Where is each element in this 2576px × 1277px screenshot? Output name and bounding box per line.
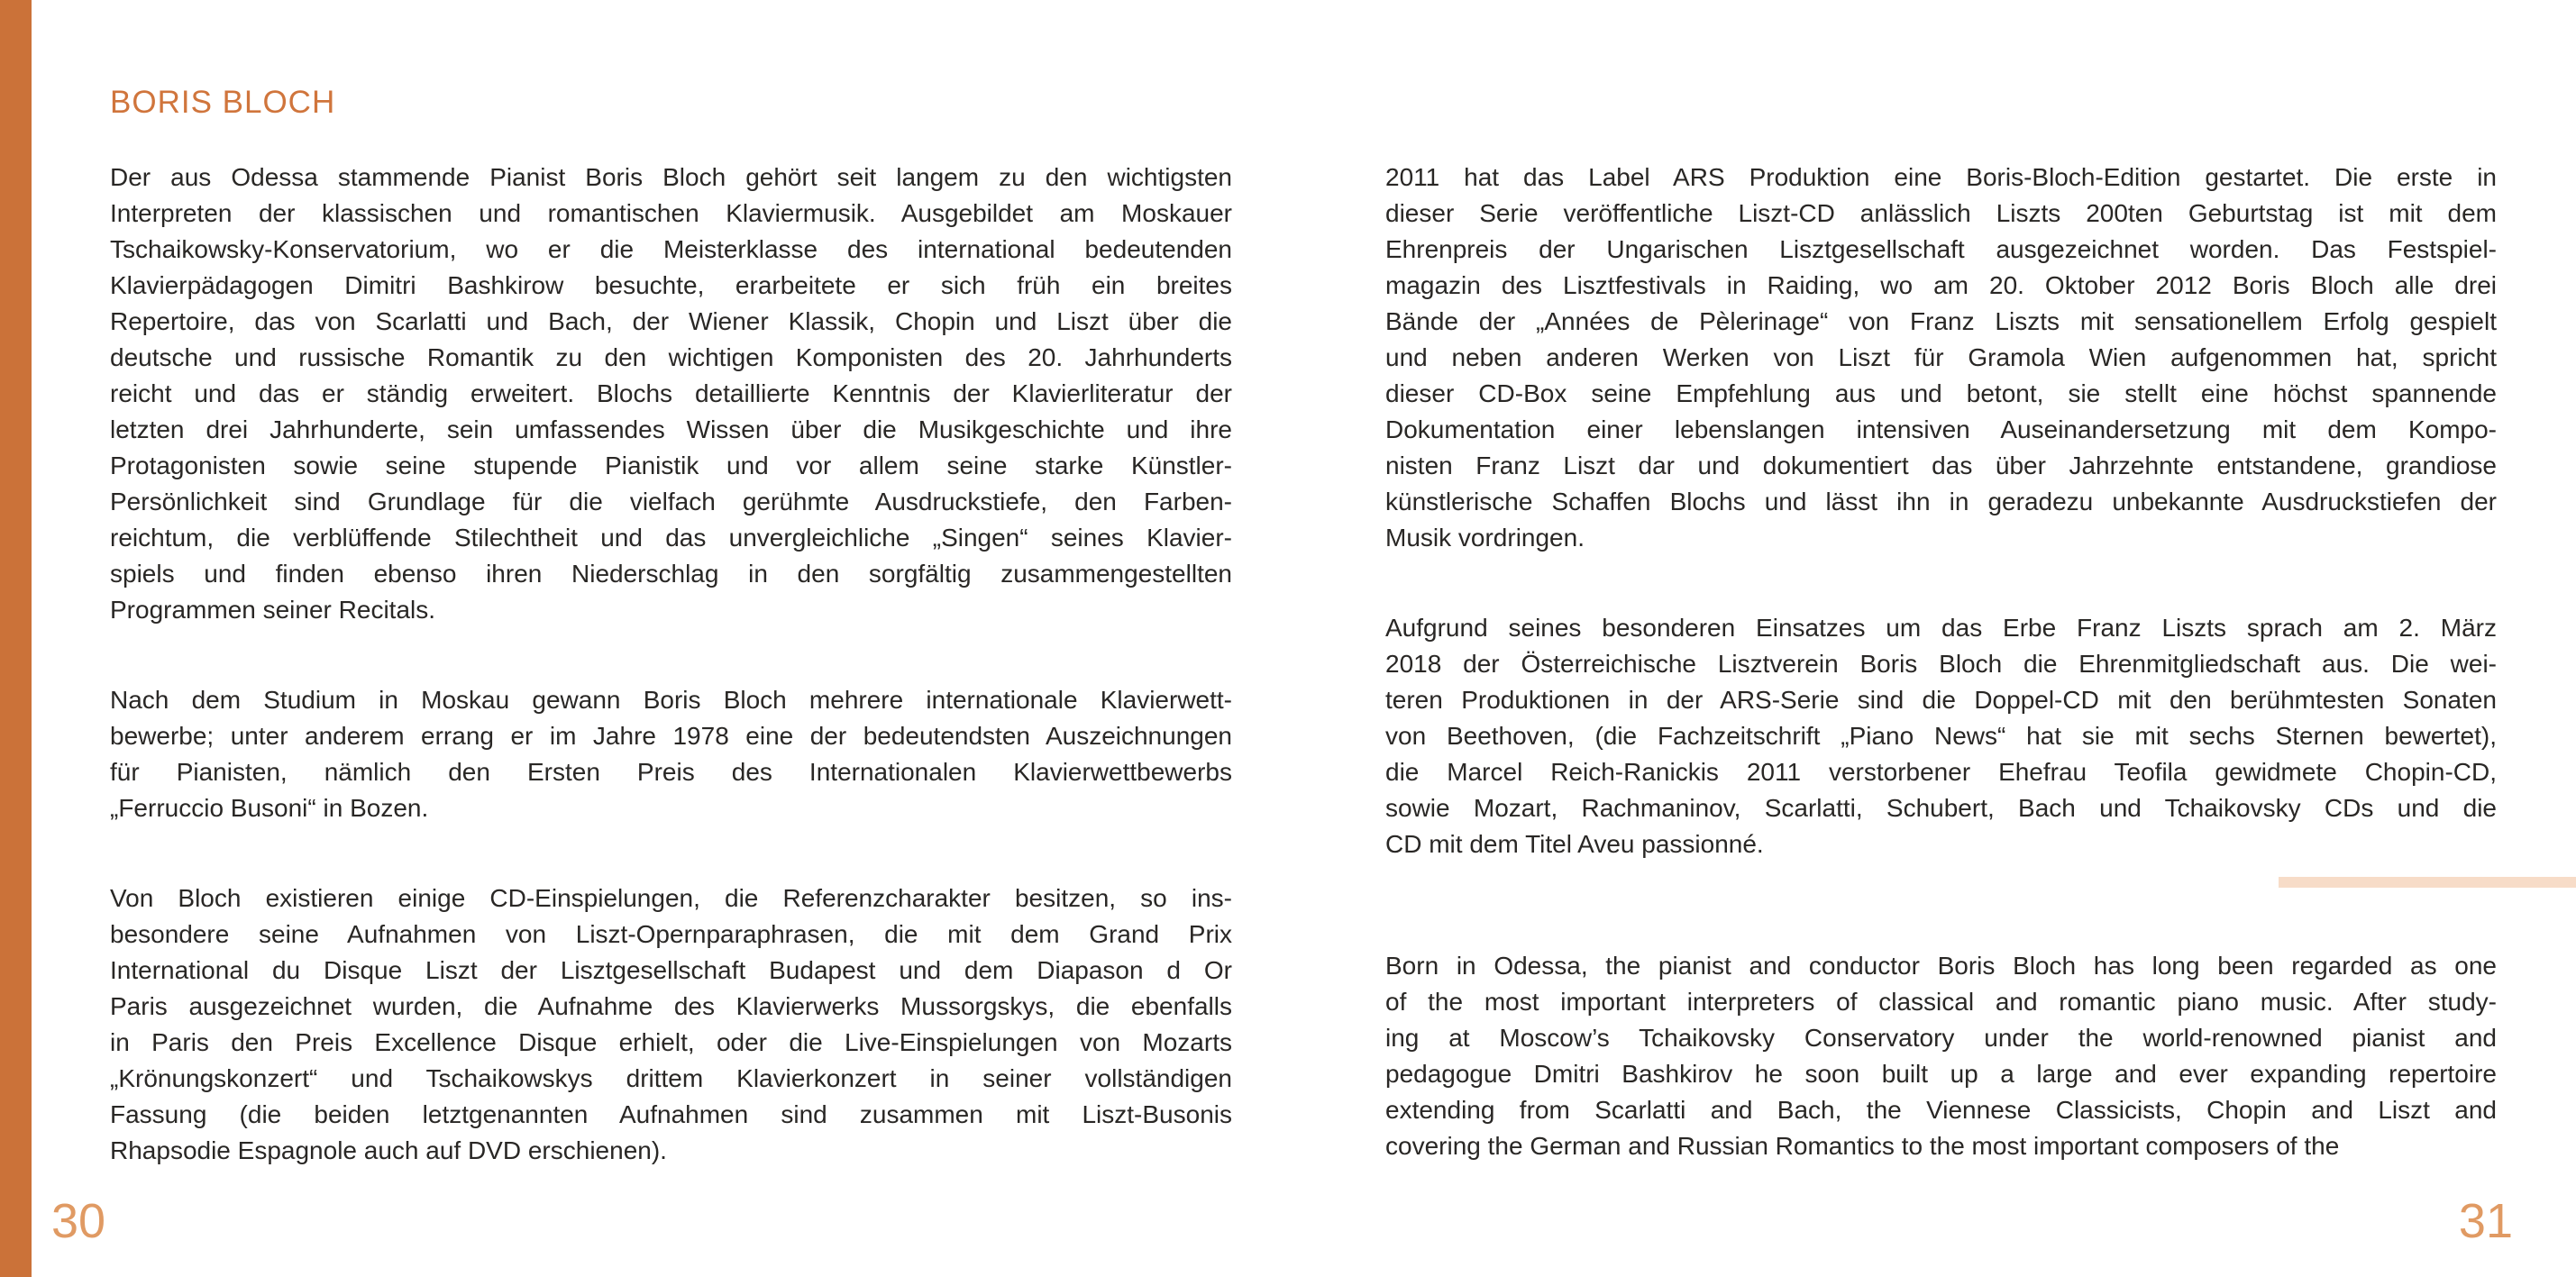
text-line: ing at Moscow’s Tchaikovsky Conservatory under the world-renowned pianist and <box>1385 1024 2497 1052</box>
text-line: magazin des Lisztfestivals in Raiding, wo am 20. Oktober 2012 Boris Bloch alle drei <box>1385 271 2497 299</box>
left-page-text-column <box>110 160 1232 1169</box>
text-line: teren Produktionen in der ARS-Serie sind die Doppel-CD mit den berühmtesten Sonaten <box>1385 686 2497 714</box>
text-line: 2018 der Österreichische Lisztverein Boris Bloch die Ehrenmitgliedschaft aus. Die wei- <box>1385 650 2497 678</box>
text-line: dieser CD-Box seine Empfehlung aus und betont, sie stellt eine höchst spannende <box>1385 379 2497 407</box>
text-line: Born in Odessa, the pianist and conductor Boris Bloch has long been regarded as one <box>1385 952 2497 980</box>
text-line: letzten drei Jahrhunderte, sein umfassendes Wissen über die Musikgeschichte und ihre <box>110 415 1232 443</box>
text-line: reicht und das er ständig erweitert. Blochs detaillierte Kenntnis der Klavierliteratur der <box>110 379 1232 407</box>
text-line: 2011 hat das Label ARS Produktion eine Boris-Bloch-Edition gestartet. Die erste in <box>1385 163 2497 191</box>
text-line: sowie Mozart, Rachmaninov, Scarlatti, Schubert, Bach und Tchaikovsky CDs und die <box>1385 794 2497 822</box>
right-page-text-column-english <box>1385 948 2497 1164</box>
text-line: Der aus Odessa stammende Pianist Boris Bloch gehört seit langem zu den wichtigsten <box>110 163 1232 191</box>
text-line: Dokumentation einer lebenslangen intensiven Auseinandersetzung mit dem Kompo- <box>1385 415 2497 443</box>
text-line: von Beethoven, (die Fachzeitschrift „Piano News“ hat sie mit sechs Sternen bewertet), <box>1385 722 2497 750</box>
text-line: Von Bloch existieren einige CD-Einspielungen, die Referenzcharakter besitzen, so ins- <box>110 884 1232 912</box>
text-line: in Paris den Preis Excellence Disque erhielt, oder die Live-Einspielungen von Mozarts <box>110 1028 1232 1056</box>
text-line: und neben anderen Werken von Liszt für Gramola Wien aufgenommen hat, spricht <box>1385 343 2497 371</box>
text-line: nisten Franz Liszt dar und dokumentiert das über Jahrzehnte entstandene, grandiose <box>1385 452 2497 479</box>
decorative-strip <box>2279 877 2576 888</box>
paragraph <box>110 880 1232 1169</box>
paragraph <box>1385 160 2497 556</box>
right-page-text-column-german <box>1385 160 2497 862</box>
text-line: spiels und finden ebenso ihren Niederschlag in den sorgfältig zusammengestellten <box>110 560 1232 588</box>
text-line: CD mit dem Titel Aveu passionné. <box>1385 830 1764 858</box>
text-line: künstlerische Schaffen Blochs und lässt ihn in geradezu unbekannte Ausdruckstiefen der <box>1385 488 2497 515</box>
text-line: Klavierpädagogen Dimitri Bashkirow besuchte, erarbeitete er sich früh ein breites <box>110 271 1232 299</box>
text-line: bewerbe; unter anderem errang er im Jahre 1978 eine der bedeutendsten Auszeichnungen <box>110 722 1232 750</box>
text-line: Repertoire, das von Scarlatti und Bach, der Wiener Klassik, Chopin und Liszt über die <box>110 307 1232 335</box>
left-accent-bar <box>0 0 32 1277</box>
text-line: besondere seine Aufnahmen von Liszt-Opernparaphrasen, die mit dem Grand Prix <box>110 920 1232 948</box>
page-number-left: 30 <box>51 1194 106 1248</box>
text-line: covering the German and Russian Romantics to the most important composers of the <box>1385 1132 2340 1160</box>
paragraph <box>1385 948 2497 1164</box>
text-line: Ehrenpreis der Ungarischen Lisztgesellschaft ausgezeichnet worden. Das Festspiel- <box>1385 235 2497 263</box>
text-line: Rhapsodie Espagnole auch auf DVD erschienen). <box>110 1136 667 1164</box>
text-line: Fassung (die beiden letztgenannten Aufnahmen sind zusammen mit Liszt-Busonis <box>110 1100 1232 1128</box>
text-line: International du Disque Liszt der Lisztgesellschaft Budapest und dem Diapason d Or <box>110 956 1232 984</box>
text-line: Aufgrund seines besonderen Einsatzes um das Erbe Franz Liszts sprach am 2. März <box>1385 614 2497 642</box>
text-line: Protagonisten sowie seine stupende Pianistik und vor allem seine starke Künstler- <box>110 452 1232 479</box>
paragraph <box>1385 610 2497 862</box>
text-line: für Pianisten, nämlich den Ersten Preis des Internationalen Klavierwettbewerbs <box>110 758 1232 786</box>
text-line: die Marcel Reich-Ranickis 2011 verstorbener Ehefrau Teofila gewidmete Chopin-CD, <box>1385 758 2497 786</box>
text-line: Programmen seiner Recitals. <box>110 596 436 624</box>
text-line: dieser Serie veröffentliche Liszt-CD anlässlich Liszts 200ten Geburtstag ist mit dem <box>1385 199 2497 227</box>
text-line: Musik vordringen. <box>1385 524 1585 552</box>
text-line: deutsche und russische Romantik zu den wichtigen Komponisten des 20. Jahrhunderts <box>110 343 1232 371</box>
paragraph <box>110 682 1232 826</box>
page-title: BORIS BLOCH <box>110 85 336 120</box>
paragraph <box>110 160 1232 628</box>
text-line: Paris ausgezeichnet wurden, die Aufnahme des Klavierwerks Mussorgskys, die ebenfalls <box>110 992 1232 1020</box>
text-line: Tschaikowsky-Konservatorium, wo er die Meisterklasse des international bedeutenden <box>110 235 1232 263</box>
text-line: Nach dem Studium in Moskau gewann Boris Bloch mehrere internationale Klavierwett- <box>110 686 1232 714</box>
text-line: „Krönungskonzert“ und Tschaikowskys drittem Klavierkonzert in seiner vollständigen <box>110 1064 1232 1092</box>
text-line: of the most important interpreters of classical and romantic piano music. After study- <box>1385 988 2497 1016</box>
text-line: Interpreten der klassischen und romantischen Klaviermusik. Ausgebildet am Moskauer <box>110 199 1232 227</box>
text-line: Bände der „Années de Pèlerinage“ von Franz Liszts mit sensationellem Erfolg gespielt <box>1385 307 2497 335</box>
page-number-right: 31 <box>2458 1194 2513 1248</box>
text-line: Persönlichkeit sind Grundlage für die vielfach gerühmte Ausdruckstiefe, den Farben- <box>110 488 1232 515</box>
text-line: reichtum, die verblüffende Stilechtheit und das unvergleichliche „Singen“ seines Klavier- <box>110 524 1232 552</box>
text-line: extending from Scarlatti and Bach, the Viennese Classicists, Chopin and Liszt and <box>1385 1096 2497 1124</box>
text-line: pedagogue Dmitri Bashkirov he soon built up a large and ever expanding repertoire <box>1385 1060 2497 1088</box>
text-line: „Ferruccio Busoni“ in Bozen. <box>110 794 429 822</box>
